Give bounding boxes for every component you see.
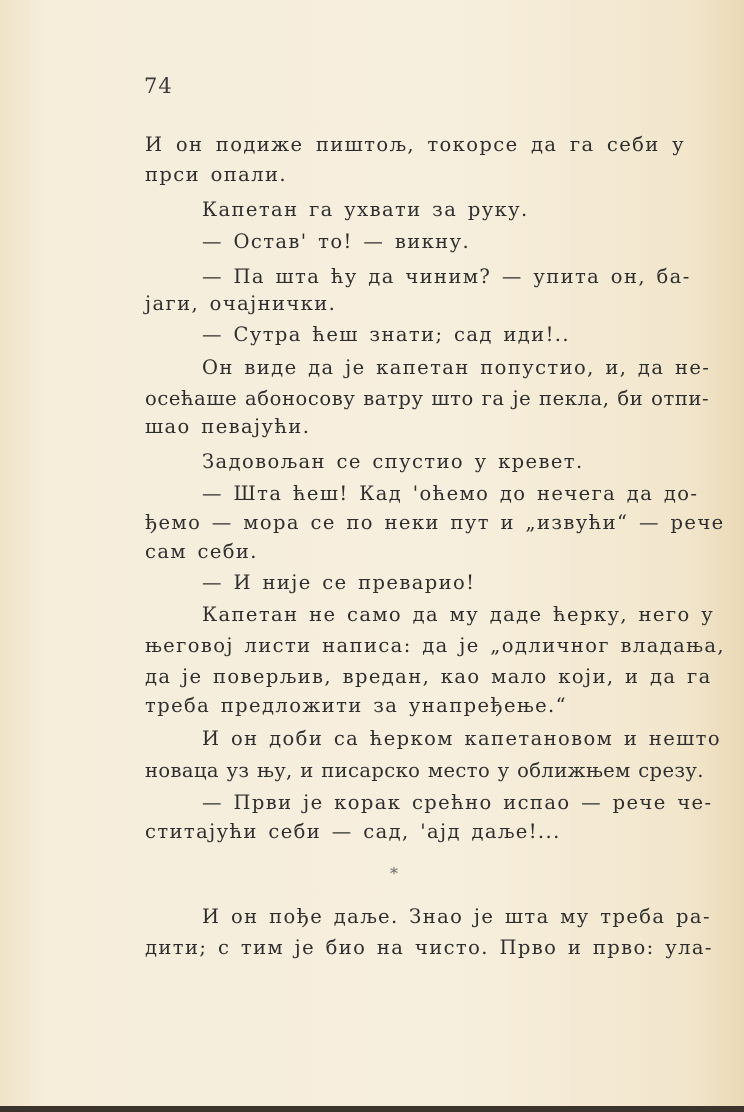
page-number: 74 [144,74,173,98]
text-line: Он виде да је капетан попустио, и, да не- [202,356,711,379]
text-line: Капетан га ухвати за руку. [202,198,529,221]
text-line: ђемо — мора се по неки пут и „извући“ — рече [145,511,725,534]
text-line: његовој листи написа: да је „одличног владања, [145,634,725,657]
text-line: — Остав' то! — викну. [202,230,471,253]
text-line: — Сутра ћеш знати; сад иди!.. [202,323,571,346]
text-line: шао певајући. [145,415,311,438]
text-line: И он пође даље. Знао је шта му треба ра- [202,905,711,928]
text-line: — Први је корак срећно испао — рече че- [202,791,713,814]
section-separator: * [390,864,398,883]
text-line: дити; с тим је био на чисто. Прво и прво: ула- [145,936,713,959]
text-line: сам себи. [145,540,258,563]
text-line: треба предложити за унапређење.“ [145,694,568,717]
text-line: И он подиже пиштољ, токорсе да га себи у [145,133,685,156]
text-line: јаги, очајнички. [145,292,337,315]
text-line: И он доби са ћерком капетановом и нешто [202,727,722,750]
text-line: Капетан не само да му даде ћерку, него у [202,603,715,626]
text-line: осећаше абоносову ватру што га је пекла, би отпи- [145,387,710,410]
text-line: — Шта ћеш! Кад 'оћемо до нечега да до- [202,482,699,505]
scan-edge [0,1106,744,1112]
text-line: прси опали. [145,163,287,186]
text-line: Задовољан се спустио у кревет. [202,450,584,473]
text-line: — И није се преварио! [202,571,476,594]
text-line: да је поверљив, вредан, као мало који, и да га [145,665,712,688]
text-line: новаца уз њу, и писарско место у оближњем срезу. [145,759,704,782]
text-line: ститајући себи — сад, 'ајд даље!... [145,820,561,843]
text-line: — Па шта ћу да чиним? — упита он, ба- [202,265,691,288]
